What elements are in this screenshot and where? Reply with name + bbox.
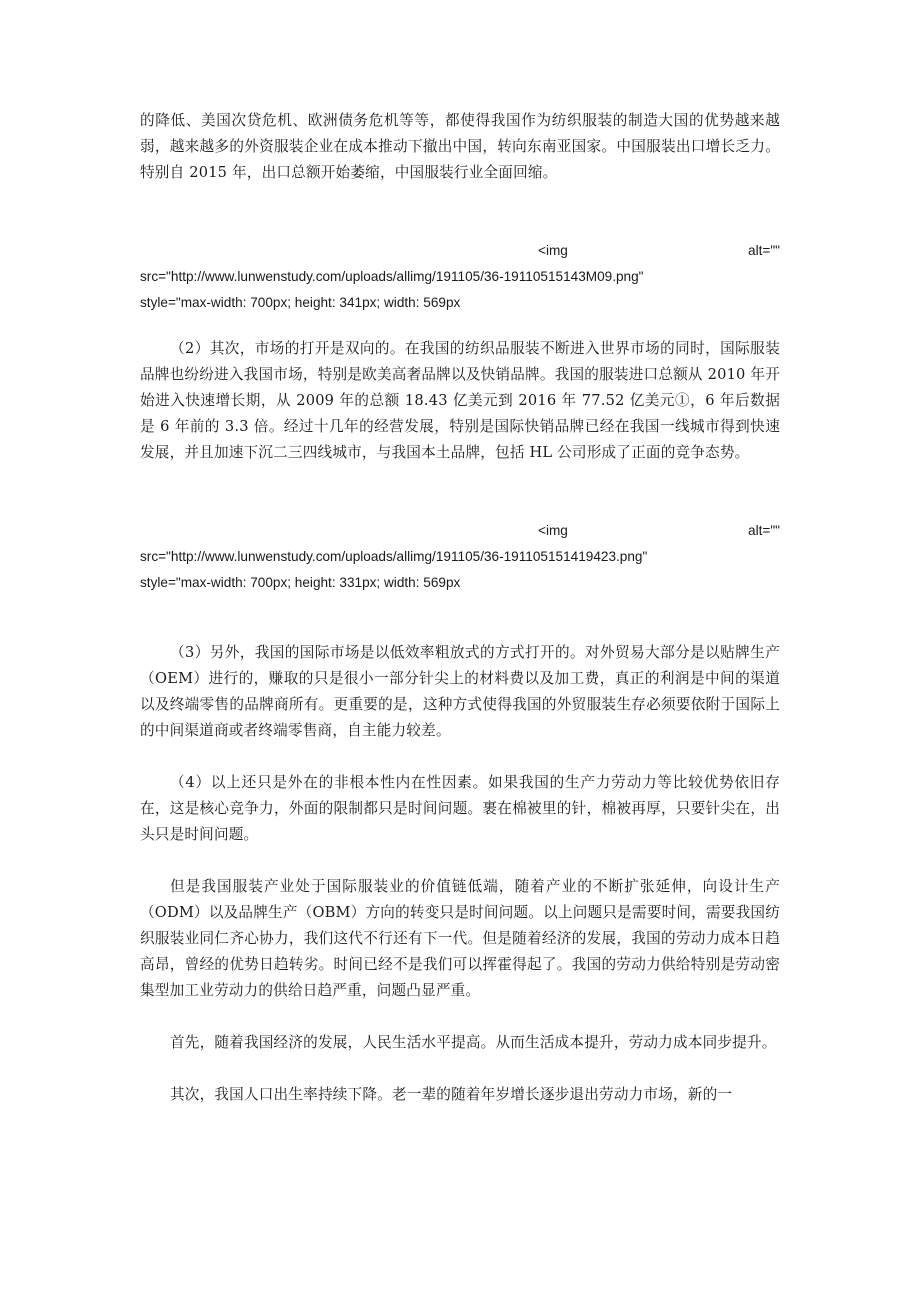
- paragraph-core-competitiveness: （4）以上还只是外在的非根本性内在性因素。如果我国的生产力劳动力等比较优势依旧存在，这是核心竞争力，外面的限制都只是时间问题。裹在棉被里的针，棉被再厚，只要针尖在，出头只是时间问题。: [140, 774, 780, 843]
- paragraph-oem-market: （3）另外，我国的国际市场是以低效率粗放式的方式打开的。对外贸易大部分是以贴牌生产（OEM）进行的，赚取的只是很小一部分针尖上的材料费以及加工费，真正的利润是中间的渠道以及终端零售的品牌商所有。更重要的是，这种方式使得我国的外贸服装生存必须要依附于国际上的中间渠道商或者终端零售商，自主能力较差。: [140, 644, 780, 739]
- paragraph-living-cost: 首先，随着我国经济的发展，人民生活水平提高。从而生活成本提升，劳动力成本同步提升。: [170, 1034, 777, 1051]
- paragraph-birth-rate: 其次，我国人口出生率持续下降。老一辈的随着年岁增长逐步退出劳动力市场，新的一: [170, 1086, 733, 1103]
- img-tag-src: src="http://www.lunwenstudy.com/uploads/allimg/191105/36-19110515143M09.png": [140, 269, 644, 284]
- img-tag-alt: alt="": [748, 523, 780, 538]
- raw-img-tag-2: [140, 518, 780, 596]
- img-tag-alt: alt="": [748, 243, 780, 258]
- paragraph-value-chain: 但是我国服装产业处于国际服装业的价值链低端，随着产业的不断扩张延伸，向设计生产（ODM）以及品牌生产（OBM）方向的转变只是时间问题。以上问题只是需要时间，需要我国纺织服装业同仁齐心协力，我们这代不行还有下一代。但是随着经济的发展，我国的劳动力成本日趋高昂，曾经的优势日趋转劣。时间已经不是我们可以挥霍得起了。我国的劳动力供给特别是劳动密集型加工业劳动力的供给日趋严重，问题凸显严重。: [140, 878, 780, 999]
- img-tag-style: style="max-width: 700px; height: 331px; width: 569px: [140, 575, 461, 590]
- img-tag-open: <img: [538, 523, 568, 538]
- img-tag-open: <img: [538, 243, 568, 258]
- img-tag-style: style="max-width: 700px; height: 341px; width: 569px: [140, 295, 461, 310]
- document-page: [140, 108, 780, 1108]
- raw-img-tag-1: [140, 238, 780, 316]
- paragraph-export-decline: 的降低、美国次贷危机、欧洲债务危机等等，都使得我国作为纺织服装的制造大国的优势越来越弱，越来越多的外资服装企业在成本推动下撤出中国，转向东南亚国家。中国服装出口增长乏力。特别自 2015 年，出口总额开始萎缩，中国服装行业全面回缩。: [140, 112, 780, 181]
- paragraph-two-way-market: （2）其次，市场的打开是双向的。在我国的纺织品服装不断进入世界市场的同时，国际服装品牌也纷纷进入我国市场，特别是欧美高奢品牌以及快销品牌。我国的服装进口总额从 2010 年开始进入快速增长期，从 2009 年的总额 18.43 亿美元到 2016 年 77.52 亿美元①，6 年后数据是 6 年前的 3.3 倍。经过十几年的经营发展，特别是国际快销品牌已经在我国一线城市得到快速发展，并且加速下沉二三四线城市，与我国本土品牌，包括 HL 公司形成了正面的竞争态势。: [140, 340, 780, 461]
- img-tag-src: src="http://www.lunwenstudy.com/uploads/allimg/191105/36-191105151419423.png": [140, 549, 648, 564]
